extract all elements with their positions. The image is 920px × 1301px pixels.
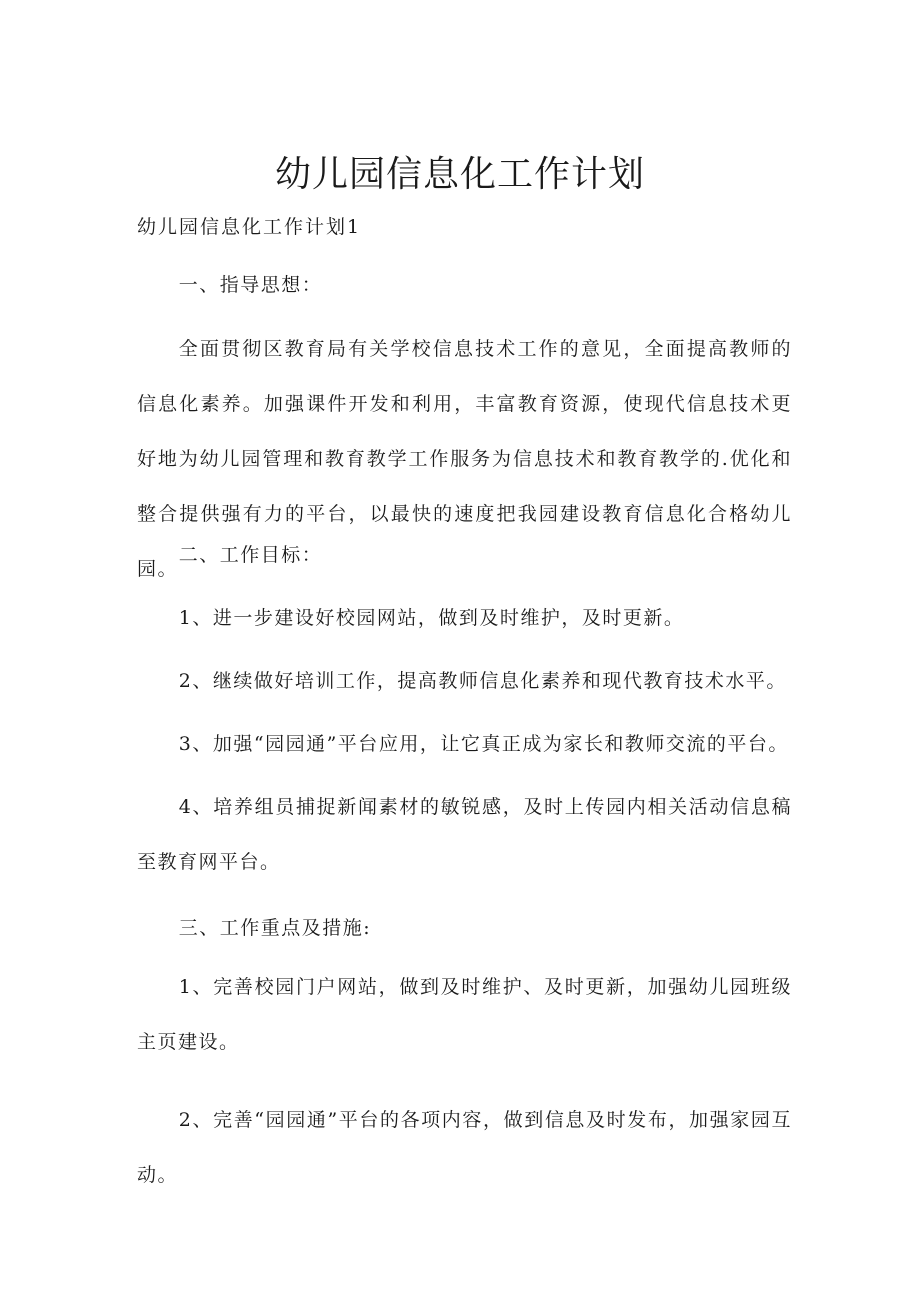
measure-item-1: 1、完善校园门户网站，做到及时维护、及时更新，加强幼儿园班级主页建设。: [137, 976, 792, 1053]
goal-item-4: 4、培养组员捕捉新闻素材的敏锐感，及时上传园内相关活动信息稿至教育网平台。: [137, 796, 792, 873]
section-heading-key-measures: 三、工作重点及措施:: [178, 917, 372, 939]
section-heading-work-goals: 二、工作目标：: [178, 544, 323, 566]
measure-item-2: 2、完善“园园通”平台的各项内容，做到信息及时发布，加强家园互动。: [137, 1109, 792, 1186]
section-heading-guiding-thought: 一、指导思想：: [178, 274, 323, 296]
document-title: 幼儿园信息化工作计划: [274, 154, 645, 195]
paragraph-guiding-thought: 全面贯彻区教育局有关学校信息技术工作的意见，全面提高教师的信息化素养。加强课件开发和利用，丰富教育资源，使现代信息技术更好地为幼儿园管理和教育教学工作服务为信息技术和教育教学的.优化和整合提供强有力的平台，以最快的速度把我园建设教育信息化合格幼儿园。: [137, 338, 792, 580]
goal-item-3: 3、加强“园园通”平台应用，让它真正成为家长和教师交流的平台。: [178, 733, 789, 755]
goal-item-1: 1、进一步建设好校园网站，做到及时维护，及时更新。: [178, 607, 685, 629]
document-subtitle: 幼儿园信息化工作计划1: [137, 216, 362, 238]
goal-item-2: 2、继续做好培训工作，提高教师信息化素养和现代教育技术水平。: [178, 670, 787, 692]
